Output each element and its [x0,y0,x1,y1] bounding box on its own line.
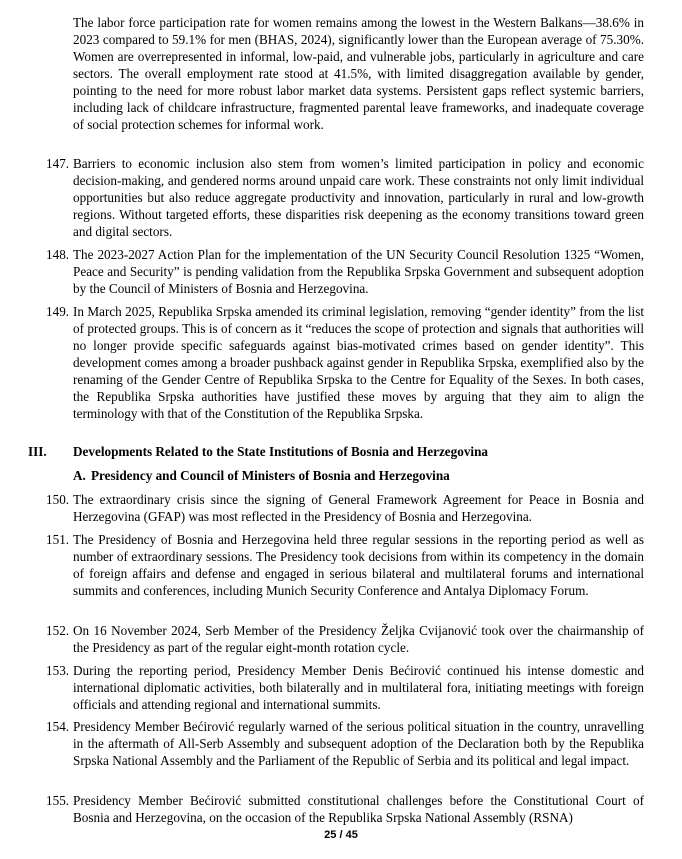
paragraph-152: On 16 November 2024, Serb Member of the Presidency Željka Cvijanović took over the chairmanship of the Presidency as part of the regular eight-month rotation cycle. [73,623,644,655]
paragraph-149: In March 2025, Republika Srpska amended its criminal legislation, removing “gender identity” from the list of protected groups. This is of concern as it “reduces the scope of protection and signals that authorities will no longer provide specific safeguards against bias-motivated crimes based on gender identity”. This development comes among a broader pushback against gender in Republika Srpska, exemplified also by the renaming of the Gender Centre of Republika Srpska to the Centre for Equality of the Sexes. In both cases, the Republika Srpska authorities have justified these moves by arguing that they aim to align the terminology with that of the Constitution of the Republika Srpska. [73,304,644,421]
paragraph-153: During the reporting period, Presidency Member Denis Bećirović continued his intense domestic and international diplomatic activities, both bilaterally and in multilateral fora, initiating meetings with foreign officials and attending regional and international summits. [73,663,644,712]
paragraph-155: Presidency Member Bećirović submitted constitutional challenges before the Constitutional Court of Bosnia and Herzegovina, on the occasion of the Republika Srpska National Assembly (RSNA) [73,793,644,825]
paragraph-number-147: 147. [46,156,70,171]
page-number: 25 / 45 [324,829,358,841]
subsection-label: A. [73,468,86,483]
paragraph-148: The 2023-2027 Action Plan for the implementation of the UN Security Council Resolution 1325 “Women, Peace and Security” is pending validation from the Republika Srpska Government and subsequent adoption by the Council of Ministers of Bosnia and Herzegovina. [73,247,644,296]
paragraph-number-153: 153. [46,663,70,678]
paragraph-150: The extraordinary crisis since the signing of General Framework Agreement for Peace in Bosnia and Herzegovina (GFAP) was most reflected in the Presidency of Bosnia and Herzegovina. [73,492,644,524]
paragraph-number-149: 149. [46,304,70,319]
continuation-paragraph: The labor force participation rate for women remains among the lowest in the Western Balkans—38.6% in 2023 compared to 59.1% for men (BHAS, 2024), significantly lower than the European average of 75.30%. Women are overrepresented in informal, low-paid, and vulnerable jobs, particularly in agriculture and care sectors. The overall employment rate stood at 41.5%, with limited disaggregation available by gender, pointing to the need for more robust labor market data systems. Persistent gaps reflect systemic barriers, including lack of childcare infrastructure, fragmented parental leave frameworks, and inadequate coverage of social protection schemes for informal work. [73,15,644,132]
section-title: Developments Related to the State Institutions of Bosnia and Herzegovina [73,444,489,459]
paragraph-number-151: 151. [46,532,70,547]
paragraph-147: Barriers to economic inclusion also stem from women’s limited participation in policy and economic decision-making, and gendered norms around unpaid care work. These constraints not only limit individual opportunities but also reduce aggregate productivity and innovation, particularly in rural and low-growth regions. Without targeted efforts, these disparities risk deepening as the economy transitions toward green and digital sectors. [73,156,644,239]
paragraph-151: The Presidency of Bosnia and Herzegovina held three regular sessions in the reporting period as well as number of extraordinary sessions. The Presidency took decisions from within its competency in the domain of foreign affairs and defense and engaged in serious bilateral and multilateral forums and international summits and conferences, including Munich Security Conference and Antalya Diplomacy Forum. [73,532,644,598]
paragraph-number-152: 152. [46,623,70,638]
paragraph-number-154: 154. [46,719,70,734]
paragraph-number-148: 148. [46,247,70,262]
paragraph-number-155: 155. [46,793,70,808]
paragraph-154: Presidency Member Bećirović regularly warned of the serious political situation in the country, unravelling in the aftermath of All-Serb Assembly and subsequent adoption of the Declaration both by the Republika Srpska National Assembly and the Parliament of the Republic of Serbia and its political and legal impact. [73,719,644,768]
section-number: III. [28,444,47,459]
subsection-title: Presidency and Council of Ministers of Bosnia and Herzegovina [91,468,450,483]
paragraph-number-150: 150. [46,492,70,507]
